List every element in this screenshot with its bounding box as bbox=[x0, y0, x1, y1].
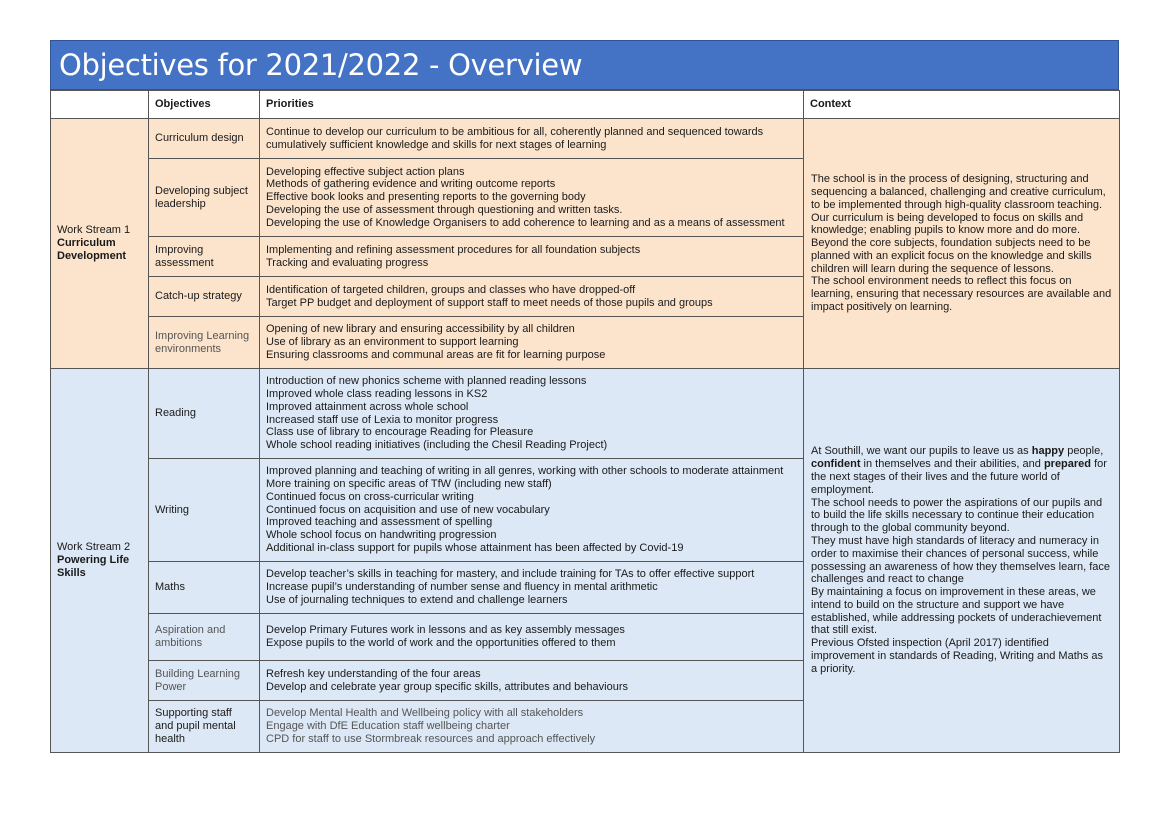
priority-item: Engage with DfE Education staff wellbeing charter bbox=[266, 720, 510, 733]
objective-cell: Aspiration and ambitions bbox=[149, 614, 260, 661]
priority-item: Developing effective subject action plans bbox=[266, 165, 465, 178]
context-paragraph: The school needs to power the aspirations of our pupils and to build the life skills necessary to continue their education through to the global community beyond. bbox=[811, 496, 1103, 535]
objective-cell: Curriculum design bbox=[149, 119, 260, 159]
priority-item: Expose pupils to the world of work and the opportunities offered to them bbox=[266, 637, 616, 649]
priorities-cell bbox=[260, 701, 804, 753]
priority-item: Improved teaching and assessment of spelling bbox=[266, 516, 493, 529]
header-context: Context bbox=[804, 91, 1120, 119]
objective-cell: Developing subject leadership bbox=[149, 159, 260, 237]
priority-item: More training on specific areas of TfW (including new staff) bbox=[266, 478, 552, 490]
priority-item: Whole school reading initiatives (including the Chesil Reading Project) bbox=[266, 439, 608, 452]
header-blank bbox=[51, 91, 149, 119]
title-banner bbox=[50, 40, 1119, 90]
context-paragraph: Beyond the core subjects, foundation subjects need to be planned with an explicit focus on the knowledge and skills children will learn during the sequence of lessons. bbox=[811, 237, 1092, 275]
priority-item: Target PP budget and deployment of support staff to meet needs of those pupils and groups bbox=[266, 296, 713, 309]
header-priorities: Priorities bbox=[260, 91, 804, 119]
ws2-name-line1: Powering Life bbox=[57, 554, 130, 567]
ws2-name-line2: Skills bbox=[57, 566, 86, 579]
priority-item: CPD for staff to use Stormbreak resources and approach effectively bbox=[266, 732, 596, 745]
overview-sheet bbox=[50, 40, 1119, 753]
priorities-cell bbox=[260, 562, 804, 614]
objective-cell: Improving assessment bbox=[149, 237, 260, 277]
priority-item: Use of library as an environment to support learning bbox=[266, 336, 519, 349]
priority-item: Additional in-class support for pupils whose attainment has been affected by Covid-19 bbox=[266, 541, 684, 554]
priority-item: Whole school focus on handwriting progression bbox=[266, 529, 497, 542]
priority-item: Use of journaling techniques to extend and challenge learners bbox=[266, 593, 568, 606]
priority-item: Implementing and refining assessment procedures for all foundation subjects bbox=[266, 243, 641, 256]
ws1-label-cell bbox=[51, 119, 149, 369]
priorities-cell bbox=[260, 661, 804, 701]
objective-cell: Supporting staff and pupil mental health bbox=[149, 701, 260, 753]
priority-item: Opening of new library and ensuring accessibility by all children bbox=[266, 323, 575, 336]
context-text: for the next stages of their lives and the future world of employment. bbox=[811, 458, 1107, 496]
priority-item: Develop Mental Health and Wellbeing policy with all stakeholders bbox=[266, 707, 584, 720]
priority-item: Tracking and evaluating progress bbox=[266, 256, 429, 269]
priority-item: Continue to develop our curriculum to be ambitious for all, coherently planned and sequenced towards bbox=[266, 125, 764, 138]
priorities-cell bbox=[260, 459, 804, 562]
context-text: At Southill, we want our pupils to leave us as bbox=[811, 445, 1032, 458]
ws2-row-1 bbox=[51, 369, 1120, 459]
context-emphasis: confident bbox=[811, 458, 861, 471]
page-title: Objectives for 2021/2022 - Overview bbox=[59, 48, 583, 82]
priority-item: Developing the use of assessment through questioning and written tasks. bbox=[266, 203, 623, 216]
ws1-name-line2: Development bbox=[57, 249, 127, 262]
ws1-name-line1: Curriculum bbox=[57, 237, 116, 250]
header-row bbox=[51, 91, 1120, 119]
priority-item: Developing the use of Knowledge Organisers to add coherence to learning and as a means of assessment bbox=[266, 216, 785, 229]
header-objectives: Objectives bbox=[149, 91, 260, 119]
priority-item: Methods of gathering evidence and writing outcome reports bbox=[266, 178, 556, 191]
priority-item: Increased staff use of Lexia to monitor progress bbox=[266, 413, 499, 426]
priority-item: Identification of targeted children, groups and classes who have dropped-off bbox=[266, 283, 636, 296]
ws2-label-cell bbox=[51, 369, 149, 753]
context-text: in themselves and their abilities, and bbox=[860, 458, 1044, 471]
context-paragraph: Previous Ofsted inspection (April 2017) identified improvement in standards of Reading, Writing and Maths as a priority. bbox=[811, 637, 1104, 675]
priority-item: Develop and celebrate year group specific skills, attributes and behaviours bbox=[266, 680, 628, 693]
priority-item: Improved attainment across whole school bbox=[266, 400, 469, 413]
priority-item: Continued focus on cross-curricular writing bbox=[266, 490, 474, 503]
context-paragraph bbox=[811, 445, 1112, 496]
priority-item: Ensuring classrooms and communal areas are fit for learning purpose bbox=[266, 348, 606, 361]
context-emphasis: happy bbox=[1031, 445, 1065, 458]
ws1-label: Work Stream 1 bbox=[57, 224, 131, 237]
objective-cell: Writing bbox=[149, 459, 260, 562]
priorities-cell bbox=[260, 277, 804, 317]
context-paragraph: The school environment needs to reflect this focus on learning, ensuring that necessary resources are available and impact positively on learning. bbox=[811, 275, 1112, 314]
objective-cell: Improving Learning environments bbox=[149, 317, 260, 369]
context-paragraph: Our curriculum is being developed to focus on skills and knowledge; enabling pupils to know more and do more. bbox=[811, 211, 1084, 237]
priority-item: Class use of library to encourage Reading for Pleasure bbox=[266, 426, 534, 439]
priority-item: Improved whole class reading lessons in KS2 bbox=[266, 387, 488, 400]
priority-item: Refresh key understanding of the four areas bbox=[266, 667, 481, 680]
context-text: people, bbox=[1064, 445, 1104, 458]
priorities-cell bbox=[260, 614, 804, 661]
ws2-label: Work Stream 2 bbox=[57, 541, 131, 554]
priorities-cell bbox=[260, 369, 804, 459]
objective-cell: Catch-up strategy bbox=[149, 277, 260, 317]
context-paragraph: They must have high standards of literacy and numeracy in order to maximise their chances of personal success, while possessing an awareness of how they themselves learn, face challenges and react to change bbox=[811, 534, 1110, 586]
priorities-cell bbox=[260, 317, 804, 369]
priority-item: Effective book looks and presenting reports to the governing body bbox=[266, 191, 586, 204]
priority-item: Develop Primary Futures work in lessons and as key assembly messages bbox=[266, 624, 625, 637]
context-paragraph: The school is in the process of designing, structuring and sequencing a balanced, challenging and creative curriculum, to be implemented through high-quality classroom teaching. bbox=[811, 173, 1106, 211]
ws1-row-1 bbox=[51, 119, 1120, 159]
context-paragraph: By maintaining a focus on improvement in these areas, we intend to build on the structure and support we have established, while addressing pockets of underachievement that still exist. bbox=[811, 586, 1102, 637]
priority-item: Develop teacher’s skills in teaching for mastery, and include training for TAs to offer effective support bbox=[266, 568, 755, 581]
priority-item: Continued focus on acquisition and use of new vocabulary bbox=[266, 503, 550, 516]
priority-item: Improved planning and teaching of writing in all genres, working with other schools to moderate attainment bbox=[266, 465, 784, 478]
priorities-cell bbox=[260, 119, 804, 159]
ws2-context-cell bbox=[804, 369, 1120, 753]
objectives-table bbox=[50, 90, 1120, 753]
objective-cell: Building Learning Power bbox=[149, 661, 260, 701]
priority-item: Introduction of new phonics scheme with planned reading lessons bbox=[266, 375, 587, 388]
context-emphasis: prepared bbox=[1043, 458, 1092, 471]
priority-item: cumulatively sufficient knowledge and skills for next stages of learning bbox=[266, 138, 607, 151]
objective-cell: Maths bbox=[149, 562, 260, 614]
priorities-cell bbox=[260, 159, 804, 237]
priorities-cell bbox=[260, 237, 804, 277]
ws1-context-cell bbox=[804, 119, 1120, 369]
objective-cell: Reading bbox=[149, 369, 260, 459]
priority-item: Increase pupil’s understanding of number sense and fluency in mental arithmetic bbox=[266, 581, 658, 594]
